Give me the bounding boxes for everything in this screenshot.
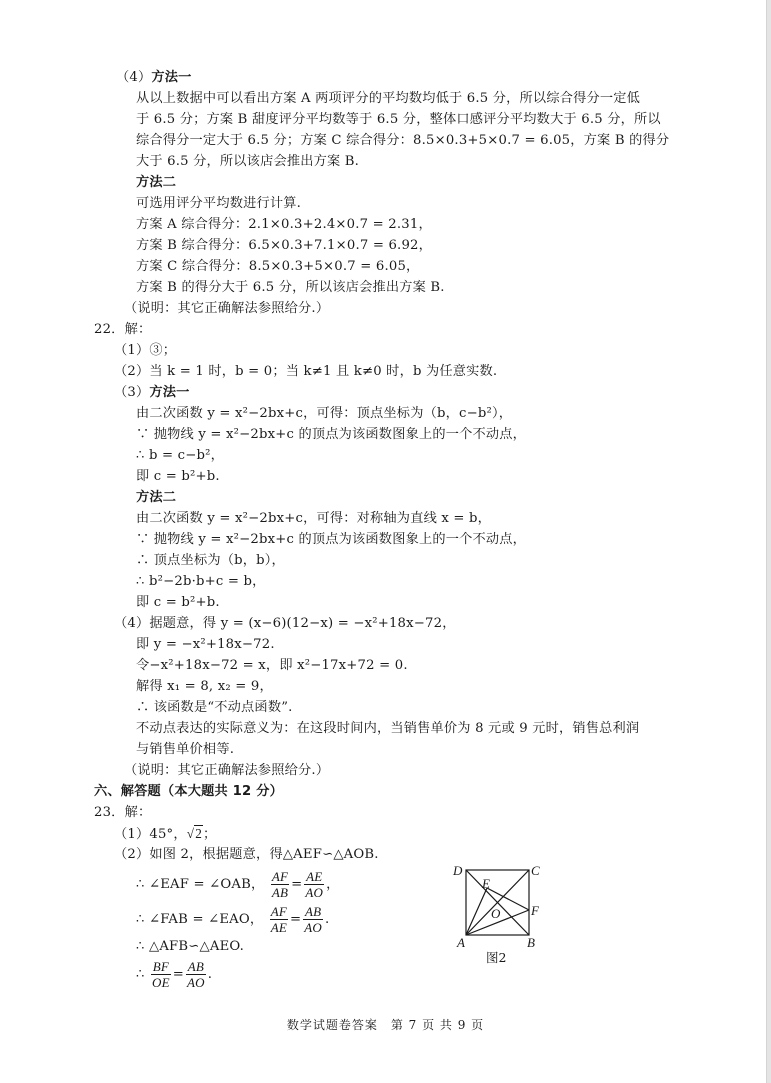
label-b: B — [527, 935, 535, 950]
q22-m1-line-3: ∴ b = c−b²， — [136, 448, 225, 463]
q22-m2-line-1: 由二次函数 y = x²−2bx+c，可得：对称轴为直线 x = b， — [136, 511, 492, 526]
q22-part4-line-1: （4）据题意，得 y = (x−6)(12−x) = −x²+18x−72， — [114, 616, 456, 631]
q21-part4-header: （4）方法一 — [116, 70, 192, 85]
q21-m2-line-2: 方案 A 综合得分：2.1×0.3+2.4×0.7 = 2.31， — [136, 217, 432, 232]
q21-m2-line-1: 可选用评分平均数进行计算. — [136, 196, 302, 211]
q22-part3-header: （3）方法一 — [114, 385, 190, 400]
section-6-title: 六、解答题（本大题共 12 分） — [94, 784, 283, 799]
q21-m1-line-2: 于 6.5 分；方案 B 甜度评分平均数等于 6.5 分，整体口感评分平均数大于 6.5 分，所以 — [136, 112, 661, 127]
q22-m2-line-2: ∵ 抛物线 y = x²−2bx+c 的顶点为该函数图象上的一个不动点， — [136, 532, 527, 547]
fraction: $\frac{AF}{AE}$ — [270, 904, 287, 935]
q22-part1: （1）③； — [114, 343, 177, 358]
q21-note: （说明：其它正确解法参照给分.） — [124, 301, 330, 316]
label-f: F — [531, 903, 539, 918]
label-c: C — [531, 863, 540, 878]
page-edge — [766, 0, 771, 1083]
q22-part2: （2）当 k = 1 时，b = 0；当 k≠1 且 k≠0 时，b 为任意实数. — [114, 364, 498, 379]
label-a: A — [457, 935, 465, 950]
q22-part4-line-2: 即 y = −x²+18x−72. — [136, 637, 275, 652]
page-footer: 数学试题卷答案 第 7 页 共 9 页 — [286, 1018, 485, 1032]
q21-m2-line-4: 方案 C 综合得分：8.5×0.3+5×0.7 = 6.05， — [136, 259, 420, 274]
q23-heading: 23．解： — [94, 805, 152, 820]
label-e: E — [482, 876, 490, 891]
label-o: O — [491, 906, 501, 921]
q22-method2-title: 方法二 — [136, 490, 177, 505]
q23-step1: ∴ ∠EAF = ∠OAB， $\frac{AF}{AB}$ = $\frac{AE}{AO}$ ， — [136, 869, 340, 900]
q23-part2-intro: （2）如图 2，根据题意，得△AEF∽△AOB. — [114, 847, 379, 862]
sqrt-symbol: √2 — [186, 826, 202, 841]
figure-2-square-diagram — [448, 858, 558, 950]
q22-m2-line-5: 即 c = b²+b. — [136, 595, 220, 610]
q22-part4-line-6: 不动点表达的实际意义为：在这段时间内，当销售单价为 8 元或 9 元时，销售总利润 — [136, 721, 640, 736]
fraction: $\frac{AB}{AO}$ — [186, 959, 205, 990]
figure-caption: 图2 — [486, 950, 507, 965]
q23-step2: ∴ ∠FAB = ∠EAO， $\frac{AF}{AE}$ = $\frac{AB}{AO}$ . — [136, 904, 330, 935]
fraction: $\frac{AF}{AB}$ — [271, 869, 289, 900]
q21-m2-line-5: 方案 B 的得分大于 6.5 分，所以该店会推出方案 B. — [136, 280, 445, 295]
q22-note: （说明：其它正确解法参照给分.） — [124, 763, 330, 778]
q23-part1: （1）45°，√2； — [114, 826, 217, 842]
q22-part4-line-3: 令−x²+18x−72 = x，即 x²−17x+72 = 0. — [136, 658, 408, 673]
q22-m2-line-4: ∴ b²−2b·b+c = b， — [136, 574, 266, 589]
fraction: $\frac{AE}{AO}$ — [305, 869, 324, 900]
q21-method2-title: 方法二 — [136, 175, 177, 190]
q22-part4-line-7: 与销售单价相等. — [136, 742, 235, 757]
fraction: $\frac{AB}{AO}$ — [304, 904, 322, 935]
q21-m1-line-3: 综合得分一定大于 6.5 分；方案 C 综合得分：8.5×0.3+5×0.7 = 6.05，方案 B 的得分 — [136, 133, 670, 148]
q22-m1-line-1: 由二次函数 y = x²−2bx+c，可得：顶点坐标为（b，c−b²）， — [136, 406, 513, 421]
q22-part4-line-5: ∴ 该函数是“不动点函数”. — [136, 700, 293, 715]
q22-m1-line-4: 即 c = b²+b. — [136, 469, 220, 484]
q23-step4: ∴ $\frac{BF}{OE}$ = $\frac{AB}{AO}$ . — [136, 959, 213, 990]
q22-part4-line-4: 解得 x₁ = 8, x₂ = 9， — [136, 679, 273, 694]
q21-m1-line-4: 大于 6.5 分，所以该店会推出方案 B. — [136, 154, 360, 169]
q21-m1-line-1: 从以上数据中可以看出方案 A 两项评分的平均数均低于 6.5 分，所以综合得分一定低 — [136, 91, 641, 106]
q21-m2-line-3: 方案 B 综合得分：6.5×0.3+7.1×0.7 = 6.92， — [136, 238, 433, 253]
label-d: D — [453, 863, 463, 878]
q22-m2-line-3: ∴ 顶点坐标为（b，b）， — [136, 553, 285, 568]
fraction: $\frac{BF}{OE}$ — [152, 959, 170, 990]
q22-heading: 22．解： — [94, 322, 152, 337]
q23-step3: ∴ △AFB∽△AEO. — [136, 939, 245, 954]
q22-m1-line-2: ∵ 抛物线 y = x²−2bx+c 的顶点为该函数图象上的一个不动点， — [136, 427, 527, 442]
